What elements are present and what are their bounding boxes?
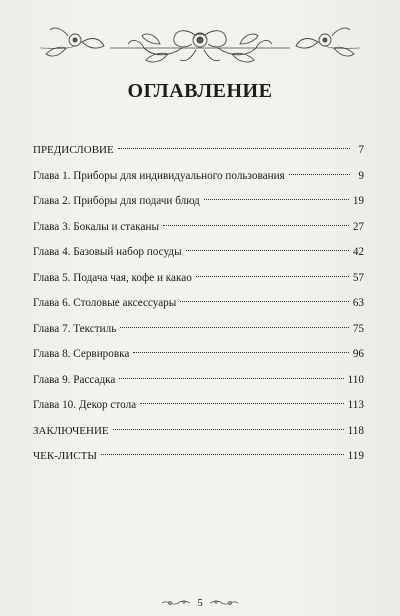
toc-entry: [33, 242, 364, 268]
toc-entry: [33, 166, 364, 192]
toc-entry-title: Глава 5. Подача чая, кофе и какао: [33, 271, 192, 284]
toc-entry-title: ЗАКЛЮЧЕНИЕ: [33, 424, 109, 437]
table-of-contents: [33, 140, 364, 472]
toc-entry: [33, 268, 364, 294]
toc-entry-title: Глава 4. Базовый набор посуды: [33, 246, 182, 258]
toc-entry-title: Глава 6. Столовые аксессуары: [33, 297, 177, 309]
toc-entry-title: Глава 1. Приборы для индивидуального пользования: [33, 169, 285, 182]
dot-leader: [120, 327, 348, 328]
floral-ornament-icon: [40, 10, 360, 72]
dot-leader: [204, 199, 349, 200]
toc-entry-page: 63: [352, 297, 364, 309]
toc-entry-title: Глава 10. Декор стола: [33, 399, 137, 411]
toc-entry: [33, 191, 364, 217]
dot-leader: [133, 352, 348, 353]
toc-entry-page: 96: [352, 348, 364, 360]
toc-entry-page: 7: [358, 144, 364, 156]
toc-entry: [33, 395, 364, 421]
dot-leader: [196, 276, 349, 277]
toc-entry-title: Глава 7. Текстиль: [33, 322, 117, 335]
page-number: 5: [197, 597, 203, 609]
toc-entry-page: 75: [352, 322, 364, 335]
toc-entry-title: Глава 2. Приборы для подачи блюд: [33, 195, 200, 207]
floral-flourish-icon: [160, 598, 194, 608]
toc-entry-title: Глава 8. Сервировка: [33, 348, 130, 360]
toc-entry-page: 118: [347, 424, 364, 437]
toc-entry-page: 9: [358, 169, 364, 182]
dot-leader: [119, 378, 343, 379]
toc-entry-title: Глава 9. Рассадка: [33, 373, 116, 386]
toc-entry-page: 110: [347, 373, 364, 386]
dot-leader: [113, 429, 344, 430]
toc-entry-page: 57: [352, 271, 364, 284]
toc-entry: [33, 140, 364, 166]
toc-entry-page: 113: [347, 399, 364, 411]
toc-entry-page: 119: [347, 450, 364, 462]
dot-leader: [186, 250, 349, 251]
toc-entry-page: 42: [352, 246, 364, 258]
toc-entry-title: ПРЕДИСЛОВИЕ: [33, 144, 114, 156]
dot-leader: [163, 225, 349, 226]
dot-leader: [289, 174, 350, 175]
toc-entry: [33, 293, 364, 319]
dot-leader: [140, 403, 343, 404]
toc-entry: [33, 446, 364, 472]
toc-entry: [33, 217, 364, 243]
dot-leader: [101, 454, 344, 455]
toc-entry-page: 27: [352, 220, 364, 233]
dot-leader: [180, 301, 349, 302]
page-title: ОГЛАВЛЕНИЕ: [127, 80, 273, 102]
dot-leader: [118, 148, 350, 149]
toc-entry-title: Глава 3. Бокалы и стаканы: [33, 220, 159, 233]
toc-entry-title: ЧЕК-ЛИСТЫ: [33, 450, 97, 462]
toc-entry: [33, 370, 364, 396]
page-footer: [0, 595, 400, 613]
toc-entry: [33, 319, 364, 345]
toc-entry: [33, 421, 364, 447]
floral-flourish-icon: [206, 598, 240, 608]
toc-entry-page: 19: [352, 195, 364, 207]
toc-entry: [33, 344, 364, 370]
